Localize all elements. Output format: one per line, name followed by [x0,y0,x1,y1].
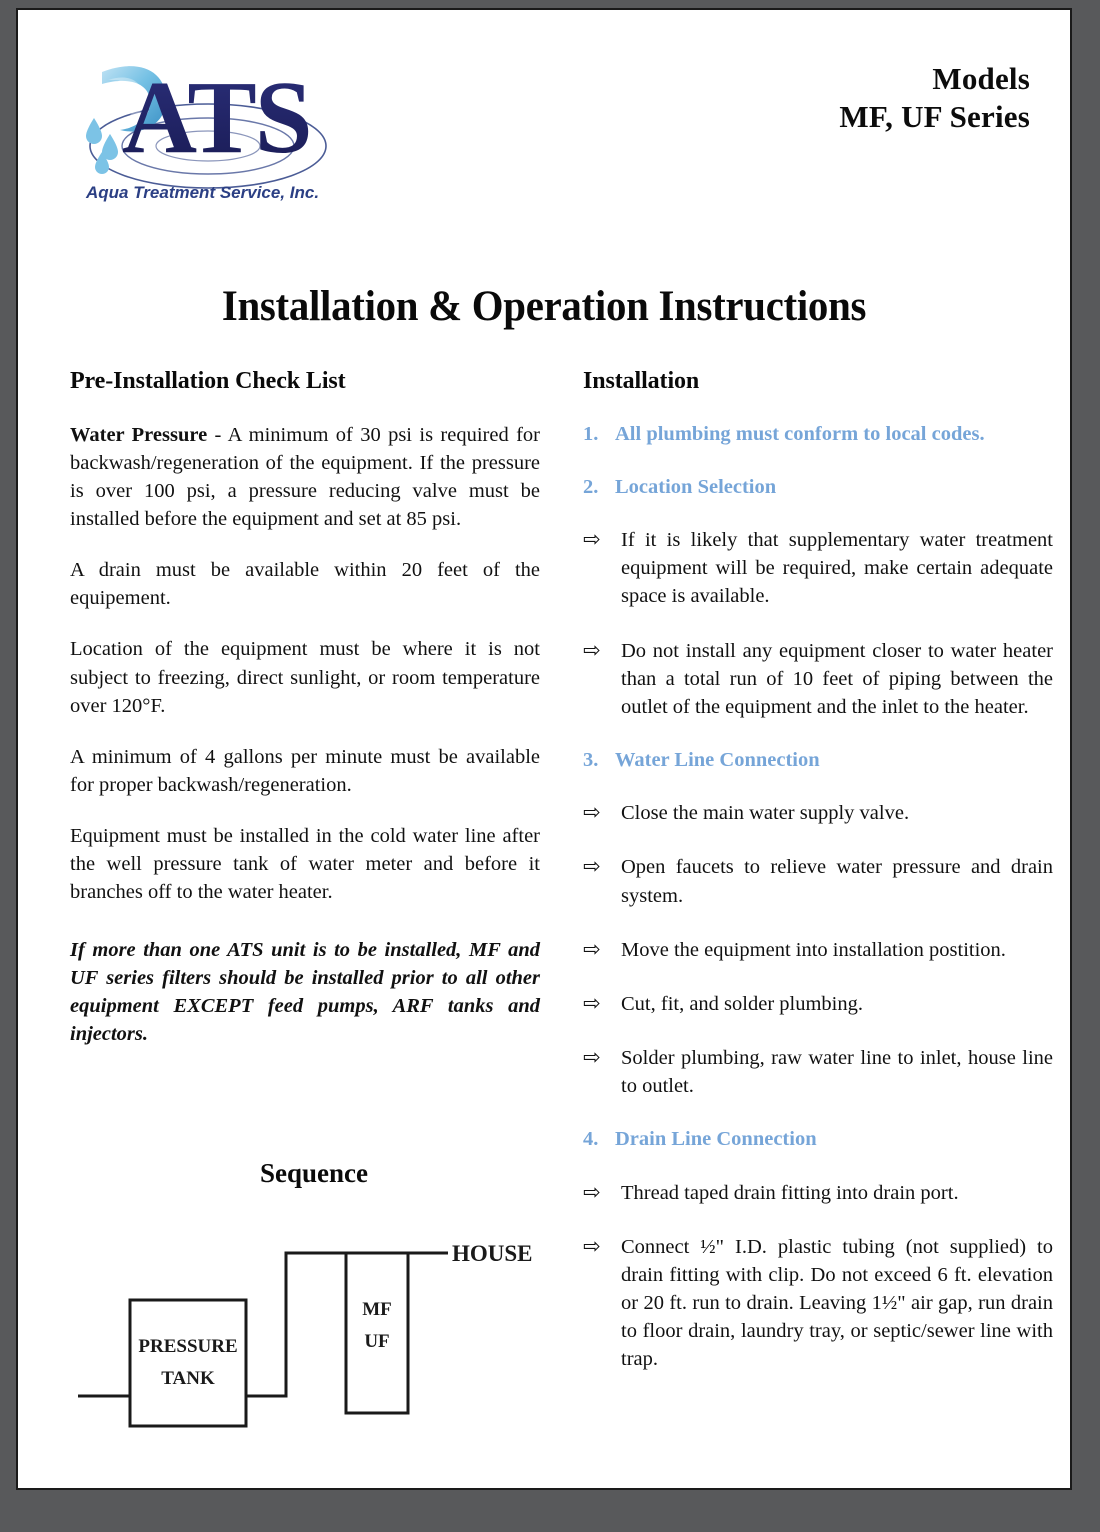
step-number: 4. [583,1127,599,1150]
pre-installation-heading: Pre-Installation Check List [70,368,346,394]
pressure-tank-label-1: PRESSURE [138,1336,238,1357]
arrow-right-icon: ⇨ [583,637,601,662]
arrow-right-icon: ⇨ [583,1233,601,1258]
arrow-right-icon: ⇨ [583,1044,601,1069]
paragraph-water-pressure [70,421,540,533]
list-item [583,1179,1053,1207]
step-label: Water Line Connection [615,748,820,771]
models-series: MF, UF Series [839,98,1030,134]
list-item-text: Open faucets to relieve water pressure and drain system. [621,856,1053,907]
paragraph-cold-water-line: Equipment must be installed in the cold water line after the well pressure tank of water meter and before it branches off to the water heater. [70,824,540,904]
arrow-right-icon: ⇨ [583,854,601,879]
filter-label-1: MF [362,1299,392,1320]
paragraph-drain-distance: A drain must be available within 20 feet of the equipement. [70,559,540,610]
svg-text:ATS: ATS [122,60,311,175]
list-item-text: Solder plumbing, raw water line to inlet, house line to outlet. [621,1046,1053,1097]
sequence-diagram-graphic [70,1204,540,1454]
step-label: All plumbing must conform to local codes. [615,423,985,445]
pressure-tank-label-2: TANK [161,1368,215,1389]
install-step-4 [583,1126,1053,1153]
list-item [583,853,1053,909]
paragraph-emphasis-note: If more than one ATS unit is to be installed, MF and UF series filters should be installed prior to all other equipment EXCEPT feed pumps, ARF tanks and injectors. [70,939,540,1046]
filter-label-2: UF [364,1331,390,1352]
arrow-right-icon: ⇨ [583,1179,601,1204]
page-title: Installation & Operation Instructions [221,283,867,330]
right-column [583,368,1053,1399]
list-item [583,637,1053,721]
list-item [583,1233,1053,1373]
ats-logo [80,50,380,230]
list-item [583,799,1053,827]
house-label: HOUSE [452,1241,533,1266]
step-label: Location Selection [615,475,777,498]
paragraph-lead-in: Water Pressure [70,424,208,446]
pressure-tank-box [130,1300,246,1426]
document-page [16,8,1072,1490]
list-item-text: Move the equipment into installation postition. [621,938,1006,961]
left-column [70,368,540,1048]
install-step-1 [583,421,1053,448]
list-item-text: Close the main water supply valve. [621,802,910,825]
install-step-2 [583,474,1053,501]
sequence-diagram [70,1158,540,1458]
model-series-heading [839,60,1030,136]
step-number: 3. [583,748,599,771]
list-item-text: Thread taped drain fitting into drain port. [621,1181,959,1204]
step-number: 2. [583,475,599,498]
arrow-right-icon: ⇨ [583,990,601,1015]
paragraph-location: Location of the equipment must be where it is not subject to freezing, direct sunlight, or room temperature over 120°F. [70,638,540,717]
step-label: Drain Line Connection [615,1127,817,1150]
paragraph-flow-rate: A minimum of 4 gallons per minute must be available for proper backwash/regeneration. [70,745,540,796]
install-step-3 [583,747,1053,774]
paragraph-text: - A minimum of 30 psi is required for backwash/regeneration of the equipment. If the pressure is over 100 psi, a pressure reducing valve must be installed before the equipment and set at 85 psi. [70,424,540,531]
list-item [583,990,1053,1018]
arrow-right-icon: ⇨ [583,800,601,825]
step-number: 1. [583,423,599,445]
page-header [18,10,1070,210]
installation-heading: Installation [583,368,700,394]
list-item [583,1044,1053,1100]
arrow-right-icon: ⇨ [583,527,601,552]
list-item-text: If it is likely that supplementary water treatment equipment will be required, make certain adequate space is available. [621,529,1053,608]
list-item [583,526,1053,610]
arrow-right-icon: ⇨ [583,936,601,961]
models-label: Models [932,61,1030,96]
list-item-text: Do not install any equipment closer to water heater than a total run of 10 feet of piping between the outlet of the equipment and the inlet to the heater. [621,639,1053,718]
sequence-title: Sequence [260,1158,368,1188]
list-item-text: Cut, fit, and solder plumbing. [621,992,863,1015]
list-item [583,936,1053,964]
ats-logo-graphic [80,50,380,230]
list-item-text: Connect ½" I.D. plastic tubing (not supplied) to drain fitting with clip. Do not exceed 6 ft. elevation or 20 ft. run to drain. Leaving 1½" air gap, run drain to floor drain, laundry tray, or septic/sewer line with trap. [621,1235,1053,1370]
svg-text:Aqua Treatment Service, Inc.: Aqua Treatment Service, Inc. [86,183,320,202]
